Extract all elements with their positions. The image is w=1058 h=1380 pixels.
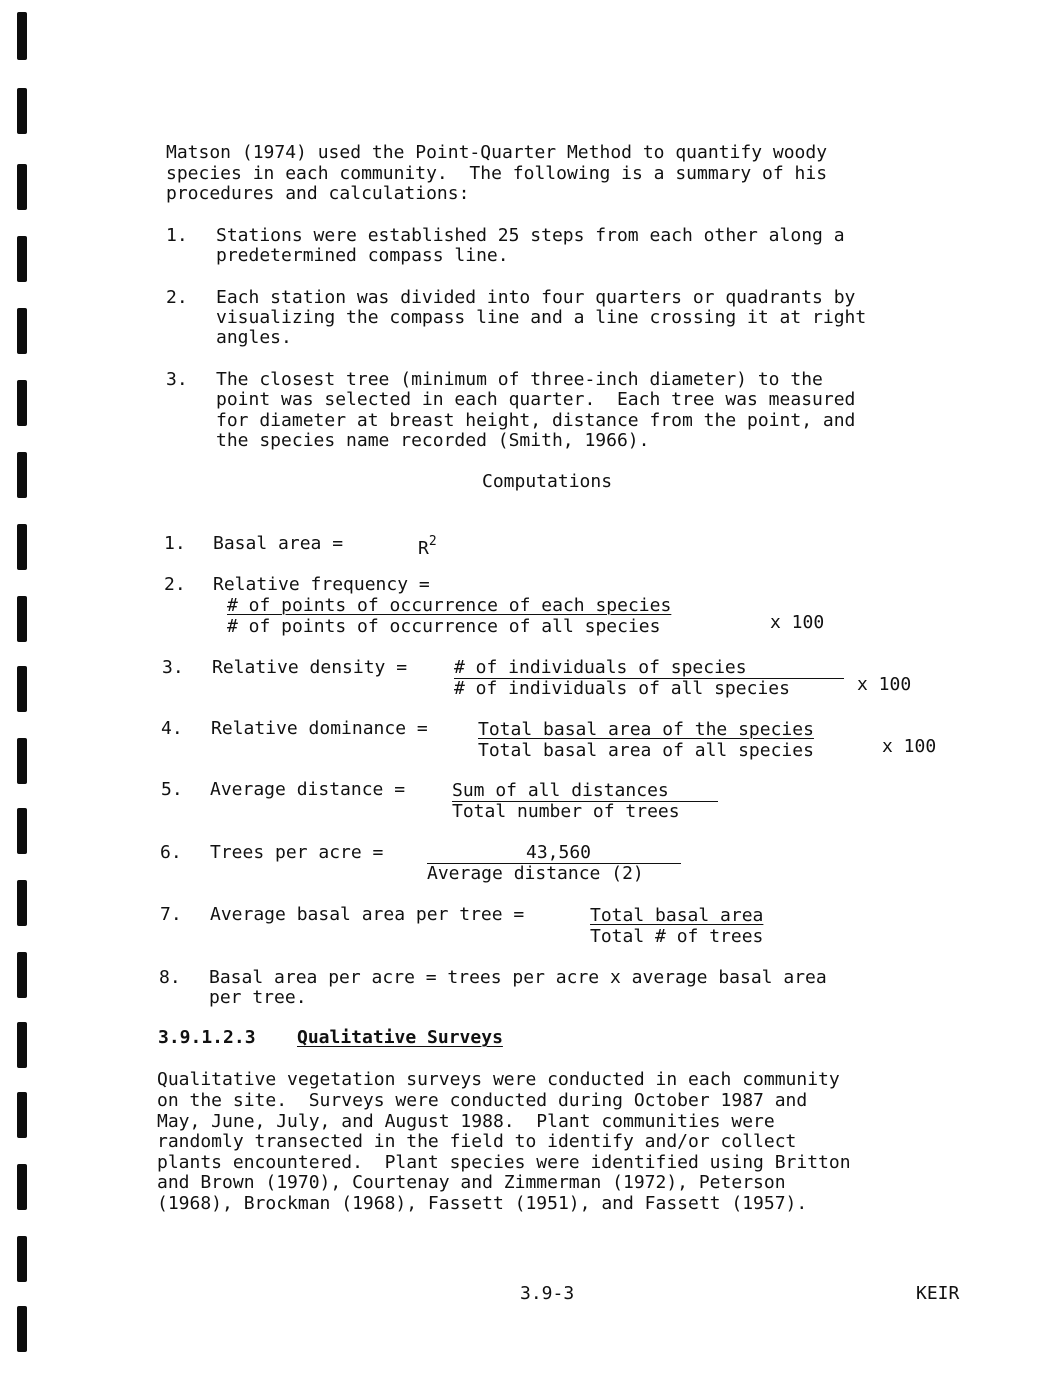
text-line: species in each community. The following is a summary of his bbox=[166, 163, 828, 184]
list-number: 2. bbox=[166, 287, 188, 308]
list-number: 4. bbox=[161, 718, 183, 739]
binder-mark bbox=[17, 1022, 27, 1068]
formula-variable: R bbox=[418, 538, 429, 559]
list-item-line: for diameter at breast height, distance from the point, and bbox=[216, 410, 856, 431]
list-number: 1. bbox=[164, 533, 186, 554]
binder-mark bbox=[17, 236, 27, 282]
fraction-denominator: # of points of occurrence of all species bbox=[227, 616, 661, 637]
list-item-line: the species name recorded (Smith, 1966). bbox=[216, 430, 650, 451]
list-item-line: Stations were established 25 steps from each other along a bbox=[216, 225, 845, 246]
multiplier: x 100 bbox=[857, 674, 912, 695]
formula-label: Relative dominance = bbox=[211, 718, 428, 739]
fraction-denominator: Average distance (2) bbox=[427, 863, 644, 884]
binder-mark bbox=[17, 808, 27, 854]
binder-mark bbox=[17, 738, 27, 784]
formula-label: Relative frequency = bbox=[213, 574, 430, 595]
list-item-line: Basal area per acre = trees per acre x average basal area bbox=[209, 967, 827, 988]
document-code: KEIR bbox=[916, 1283, 960, 1304]
text-line: randomly transected in the field to identify and/or collect bbox=[157, 1131, 797, 1152]
fraction-denominator: Total # of trees bbox=[590, 926, 764, 947]
formula-label: Basal area = bbox=[213, 533, 344, 554]
binder-mark bbox=[17, 1164, 27, 1210]
formula-label: Relative density = bbox=[212, 657, 408, 678]
list-item-line: Each station was divided into four quarters or quadrants by bbox=[216, 287, 856, 308]
binder-mark bbox=[17, 1236, 27, 1282]
section-title: Qualitative Surveys bbox=[297, 1027, 503, 1048]
list-number: 7. bbox=[160, 904, 182, 925]
binder-mark bbox=[17, 308, 27, 354]
fraction-numerator: Total basal area of the species bbox=[478, 719, 814, 740]
fraction-numerator: # of points of occurrence of each species bbox=[227, 595, 672, 616]
binder-mark bbox=[17, 524, 27, 570]
binder-mark bbox=[17, 164, 27, 210]
formula-label: Average distance = bbox=[210, 779, 406, 800]
binder-mark bbox=[17, 880, 27, 926]
text-line: Matson (1974) used the Point-Quarter Method to quantify woody bbox=[166, 142, 828, 163]
text-line: and Brown (1970), Courtenay and Zimmerman (1972), Peterson bbox=[157, 1172, 786, 1193]
list-item-line: predetermined compass line. bbox=[216, 245, 509, 266]
binder-mark bbox=[17, 1092, 27, 1138]
binder-mark bbox=[17, 452, 27, 498]
fraction-denominator: # of individuals of all species bbox=[454, 678, 790, 699]
binder-mark bbox=[17, 596, 27, 642]
binder-mark bbox=[17, 12, 27, 60]
binder-mark bbox=[17, 952, 27, 998]
text-line: Qualitative vegetation surveys were conducted in each community bbox=[157, 1069, 840, 1090]
list-number: 3. bbox=[166, 369, 188, 390]
list-item-line: angles. bbox=[216, 327, 292, 348]
formula-label: Trees per acre = bbox=[210, 842, 384, 863]
multiplier: x 100 bbox=[882, 736, 937, 757]
list-number: 5. bbox=[161, 779, 183, 800]
fraction-numerator: Sum of all distances bbox=[452, 780, 669, 801]
fraction-numerator: Total basal area bbox=[590, 905, 764, 926]
formula-label: Average basal area per tree = bbox=[210, 904, 525, 925]
list-item-line: visualizing the compass line and a line crossing it at right bbox=[216, 307, 867, 328]
computations-heading: Computations bbox=[482, 471, 613, 492]
text-line: (1968), Brockman (1968), Fassett (1951), and Fassett (1957). bbox=[157, 1193, 808, 1214]
formula-expression bbox=[418, 534, 437, 560]
formula-exponent: 2 bbox=[428, 534, 437, 549]
list-item-line: The closest tree (minimum of three-inch diameter) to the bbox=[216, 369, 823, 390]
text-line: on the site. Surveys were conducted during October 1987 and bbox=[157, 1090, 808, 1111]
text-line: May, June, July, and August 1988. Plant communities were bbox=[157, 1111, 775, 1132]
binder-mark bbox=[17, 1306, 27, 1352]
list-item-line: point was selected in each quarter. Each tree was measured bbox=[216, 389, 856, 410]
list-number: 2. bbox=[164, 574, 186, 595]
section-number: 3.9.1.2.3 bbox=[158, 1027, 256, 1048]
page-number: 3.9-3 bbox=[520, 1283, 575, 1304]
list-number: 8. bbox=[159, 967, 181, 988]
list-number: 1. bbox=[166, 225, 188, 246]
multiplier: x 100 bbox=[770, 612, 825, 633]
binder-mark bbox=[17, 666, 27, 712]
fraction-denominator: Total basal area of all species bbox=[478, 740, 814, 761]
text-line: procedures and calculations: bbox=[166, 183, 470, 204]
fraction-numerator: 43,560 bbox=[526, 842, 592, 863]
list-number: 6. bbox=[160, 842, 182, 863]
fraction-denominator: Total number of trees bbox=[452, 801, 680, 822]
list-item-line: per tree. bbox=[209, 987, 307, 1008]
binder-mark bbox=[17, 380, 27, 426]
binder-mark bbox=[17, 88, 27, 134]
text-line: plants encountered. Plant species were identified using Britton bbox=[157, 1152, 851, 1173]
list-number: 3. bbox=[162, 657, 184, 678]
fraction-numerator: # of individuals of species bbox=[454, 657, 747, 678]
